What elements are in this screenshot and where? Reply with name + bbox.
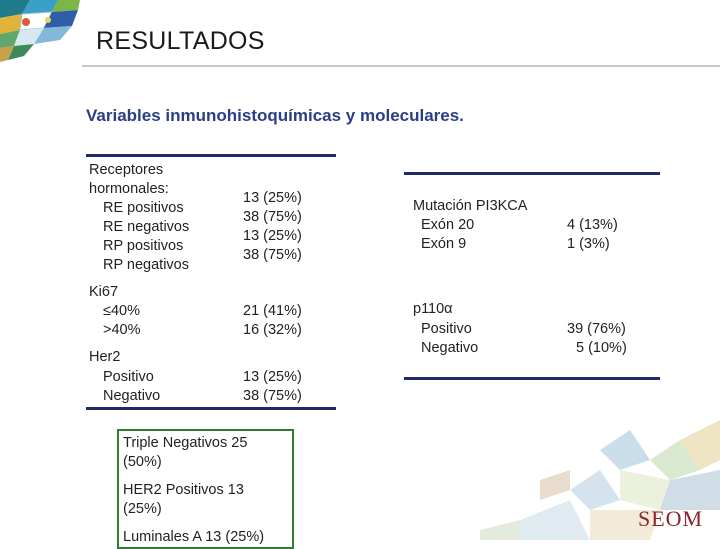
row-label: RE negativos xyxy=(103,219,190,235)
row-value: 4 (13%) xyxy=(567,217,618,233)
row-label: Exón 9 xyxy=(421,236,467,252)
row-value: 38 (75%) xyxy=(243,209,302,225)
row-label: RP positivos xyxy=(103,238,184,254)
row-value: 5 (10%) xyxy=(576,340,627,356)
row-value: 16 (32%) xyxy=(243,322,302,338)
summary-line: HER2 Positivos 13 xyxy=(123,482,244,498)
row-value: 38 (75%) xyxy=(243,388,302,404)
row-label: Negativo xyxy=(103,388,161,404)
her2-heading: Her2 xyxy=(89,349,121,365)
row-label: Positivo xyxy=(421,321,472,337)
row-label: RP negativos xyxy=(103,257,189,273)
row-value: 21 (41%) xyxy=(243,303,302,319)
row-value: 1 (3%) xyxy=(567,236,610,252)
right-table-bottom-rule xyxy=(404,377,660,380)
left-table-top-rule xyxy=(86,154,336,157)
summary-box xyxy=(117,429,294,549)
mosaic-logo-icon xyxy=(0,0,80,66)
page-title: RESULTADOS xyxy=(96,27,265,55)
right-table-top-rule xyxy=(404,172,660,175)
left-table-bottom-rule xyxy=(86,407,336,410)
p110-heading: p110α xyxy=(413,301,453,317)
row-label: ≤40% xyxy=(103,303,140,319)
row-value: 39 (76%) xyxy=(567,321,626,337)
row-value: 38 (75%) xyxy=(243,247,302,263)
summary-line: Triple Negativos 25 xyxy=(123,435,248,451)
slide-subtitle: Variables inmunohistoquímicas y moleculares. xyxy=(86,106,464,125)
row-label: Exón 20 xyxy=(421,217,475,233)
summary-line: (50%) xyxy=(123,454,162,470)
row-value: 13 (25%) xyxy=(243,228,302,244)
row-label: >40% xyxy=(103,322,141,338)
receptores-heading: Receptores xyxy=(89,162,164,178)
summary-line: (25%) xyxy=(123,501,162,517)
header-divider xyxy=(82,65,720,67)
row-value: 13 (25%) xyxy=(243,190,302,206)
receptores-heading-2: hormonales: xyxy=(89,181,169,197)
seom-logo: SEOM xyxy=(638,506,704,531)
row-label: Positivo xyxy=(103,369,154,385)
row-label: Negativo xyxy=(421,340,479,356)
row-label: RE positivos xyxy=(103,200,184,216)
pi3kca-heading: Mutación PI3KCA xyxy=(413,198,528,214)
summary-line: Luminales A 13 (25%) xyxy=(123,529,265,545)
ki67-heading: Ki67 xyxy=(89,284,119,300)
row-value: 13 (25%) xyxy=(243,369,302,385)
